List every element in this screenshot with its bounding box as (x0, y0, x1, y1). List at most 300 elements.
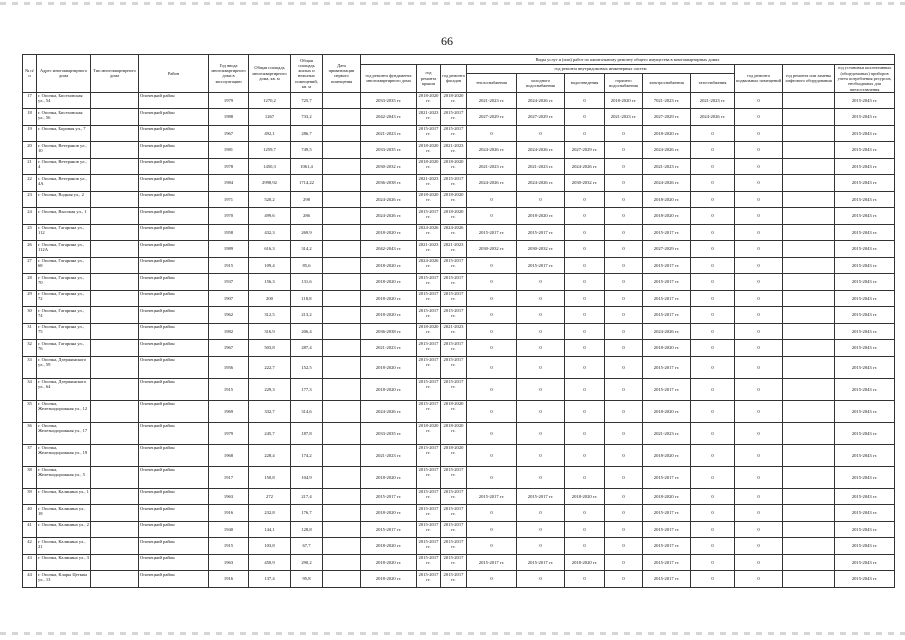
row-basement-year: 0 (735, 158, 783, 175)
row-type (91, 323, 139, 340)
row-electric-year: 2015-2017 гг. (643, 224, 691, 241)
table-row (23, 274, 895, 291)
row-electric-year: 2027-2029 гг. (643, 109, 691, 126)
row-district: Опочецкий район (139, 224, 209, 241)
row-privatization-date (323, 125, 361, 142)
row-total-area: 492,1 (249, 125, 291, 142)
row-electric-year: 2015-2017 гг. (643, 466, 691, 488)
row-facade-year: 2015-2017 гг. (441, 109, 467, 126)
row-cold-water-year: 0 (517, 290, 565, 307)
row-electric-year: 2015-2017 гг. (643, 307, 691, 324)
row-roof-year: 2024-2026 гг. (417, 257, 441, 274)
row-foundation-year: 2033-2035 гг. (361, 142, 417, 159)
row-gas-year: 0 (691, 224, 735, 241)
header-year-built: Год ввода многоквартирного дома в эксплуатацию (209, 55, 249, 93)
row-basement-year: 0 (735, 257, 783, 274)
row-metering-year: 2015-2043 гг. (835, 158, 895, 175)
row-facade-year: 2015-2017 гг. (441, 290, 467, 307)
row-facade-year: 2015-2017 гг. (441, 307, 467, 324)
row-electric-year: 2015-2017 гг. (643, 378, 691, 400)
row-residential-area: 217,4 (291, 488, 323, 505)
row-district: Опочецкий район (139, 257, 209, 274)
row-electric-year: 2018-2020 гг. (643, 488, 691, 505)
row-roof-year: 2015-2017 гг. (417, 125, 441, 142)
row-total-area: 229,3 (249, 378, 291, 400)
row-address: г. Опочка, Ветеранов ул., 10 (37, 142, 91, 159)
row-roof-year: 2015-2017 гг. (417, 488, 441, 505)
row-cold-water-year: 0 (517, 521, 565, 538)
row-elevator-year (783, 554, 835, 571)
row-sewer-year: 0 (565, 444, 605, 466)
table-row (23, 257, 895, 274)
row-elevator-year (783, 356, 835, 378)
row-foundation-year: 2024-2026 гг. (361, 191, 417, 208)
row-residential-area: 187,8 (291, 422, 323, 444)
row-number: 17 (23, 92, 37, 109)
row-total-area: 316,9 (249, 323, 291, 340)
row-metering-year: 2015-2043 гг. (835, 208, 895, 225)
row-privatization-date (323, 400, 361, 422)
row-hot-water-year: 0 (605, 274, 643, 291)
row-gas-year: 0 (691, 400, 735, 422)
row-hot-water-year: 2018-2020 гг. (605, 92, 643, 109)
row-year-built: 1963 (209, 488, 249, 505)
header-total-area: Общая площадь многоквартирного дома, кв. м (249, 55, 291, 93)
row-facade-year: 2015-2017 гг. (441, 274, 467, 291)
row-heat-year: 0 (467, 257, 517, 274)
table-row (23, 422, 895, 444)
row-foundation-year: 2036-2038 гг. (361, 175, 417, 192)
row-basement-year: 0 (735, 488, 783, 505)
row-roof-year: 2015-2017 гг. (417, 208, 441, 225)
row-metering-year: 2015-2043 гг. (835, 175, 895, 192)
row-privatization-date (323, 241, 361, 258)
row-electric-year: 2015-2017 гг. (643, 521, 691, 538)
row-type (91, 191, 139, 208)
row-electric-year: 2018-2020 гг. (643, 444, 691, 466)
row-elevator-year (783, 505, 835, 522)
header-foundation: год ремонта фундамента многоквартирного дома (361, 65, 417, 93)
row-facade-year: 2015-2017 гг. (441, 554, 467, 571)
row-facade-year: 2015-2017 гг. (441, 521, 467, 538)
row-year-built: 1979 (209, 422, 249, 444)
row-address: г. Опочка, Железнодорожная ул., 5 (37, 466, 91, 488)
row-type (91, 466, 139, 488)
row-district: Опочецкий район (139, 378, 209, 400)
row-metering-year: 2015-2043 гг. (835, 142, 895, 159)
row-gas-year: 0 (691, 521, 735, 538)
row-cold-water-year: 0 (517, 466, 565, 488)
row-roof-year: 2015-2017 гг. (417, 378, 441, 400)
row-sewer-year: 0 (565, 521, 605, 538)
row-total-area: 103,8 (249, 538, 291, 555)
row-number: 24 (23, 208, 37, 225)
row-number: 39 (23, 488, 37, 505)
row-district: Опочецкий район (139, 208, 209, 225)
row-foundation-year: 2036-2038 гг. (361, 323, 417, 340)
row-cold-water-year: 2015-2017 гг. (517, 488, 565, 505)
table-row (23, 158, 895, 175)
row-sewer-year: 2027-2029 гг. (565, 142, 605, 159)
row-address: г. Опочка, Гагарина ул., 112А (37, 241, 91, 258)
row-gas-year: 0 (691, 191, 735, 208)
header-elevator: год ремонта или замены лифтового оборудования (783, 65, 835, 93)
row-district: Опочецкий район (139, 241, 209, 258)
row-basement-year: 0 (735, 274, 783, 291)
row-number: 35 (23, 400, 37, 422)
row-year-built: 1937 (209, 274, 249, 291)
row-gas-year: 0 (691, 538, 735, 555)
row-cold-water-year: 0 (517, 307, 565, 324)
row-elevator-year (783, 400, 835, 422)
row-foundation-year: 2015-2017 гг. (361, 488, 417, 505)
table-row (23, 340, 895, 357)
row-total-area: 156,3 (249, 274, 291, 291)
row-electric-year: 2015-2017 гг. (643, 290, 691, 307)
row-basement-year: 0 (735, 109, 783, 126)
row-type (91, 224, 139, 241)
header-gas: газоснабжения (691, 74, 735, 93)
row-number: 31 (23, 323, 37, 340)
row-number: 27 (23, 257, 37, 274)
row-roof-year: 2015-2017 гг. (417, 571, 441, 588)
row-heat-year: 2021-2023 гг. (467, 92, 517, 109)
row-sewer-year: 0 (565, 224, 605, 241)
row-metering-year: 2015-2043 гг. (835, 554, 895, 571)
row-electric-year: 2015-2017 гг. (643, 505, 691, 522)
row-number: 26 (23, 241, 37, 258)
row-gas-year: 0 (691, 422, 735, 444)
row-hot-water-year: 0 (605, 191, 643, 208)
row-residential-area: 1714,22 (291, 175, 323, 192)
row-roof-year: 2021-2023 гг. (417, 175, 441, 192)
row-year-built: 1968 (209, 444, 249, 466)
row-metering-year: 2015-2043 гг. (835, 125, 895, 142)
row-elevator-year (783, 92, 835, 109)
row-electric-year: 7021-2023 гг. (643, 92, 691, 109)
row-roof-year: 2015-2017 гг. (417, 356, 441, 378)
row-total-area: 232,8 (249, 505, 291, 522)
row-sewer-year: 0 (565, 356, 605, 378)
row-roof-year: 2015-2017 гг. (417, 554, 441, 571)
row-privatization-date (323, 109, 361, 126)
row-heat-year: 0 (467, 274, 517, 291)
row-heat-year: 2015-2017 гг. (467, 488, 517, 505)
row-district: Опочецкий район (139, 323, 209, 340)
row-district: Опочецкий район (139, 444, 209, 466)
row-sewer-year: 0 (565, 191, 605, 208)
row-total-area: 272 (249, 488, 291, 505)
row-residential-area: 131,6 (291, 274, 323, 291)
row-number: 21 (23, 158, 37, 175)
table-row (23, 488, 895, 505)
row-roof-year: 2015-2017 гг. (417, 538, 441, 555)
row-foundation-year: 2018-2020 гг. (361, 554, 417, 571)
row-sewer-year: 0 (565, 340, 605, 357)
row-electric-year: 2015-2017 гг. (643, 257, 691, 274)
row-elevator-year (783, 538, 835, 555)
row-cold-water-year: 0 (517, 340, 565, 357)
header-num: № п/п (23, 55, 37, 93)
row-district: Опочецкий район (139, 125, 209, 142)
row-cold-water-year: 2024-2026 гг. (517, 92, 565, 109)
row-year-built: 1962 (209, 307, 249, 324)
row-foundation-year: 2015-2017 гг. (361, 521, 417, 538)
row-total-area: 144,1 (249, 521, 291, 538)
row-residential-area: 286 (291, 208, 323, 225)
row-number: 19 (23, 125, 37, 142)
row-hot-water-year: 0 (605, 257, 643, 274)
row-cold-water-year: 2024-2026 гг. (517, 142, 565, 159)
row-number: 44 (23, 571, 37, 588)
row-heat-year: 0 (467, 340, 517, 357)
row-elevator-year (783, 158, 835, 175)
row-cold-water-year: 2015-2017 гг. (517, 257, 565, 274)
row-hot-water-year: 0 (605, 241, 643, 258)
row-facade-year: 2015-2017 гг. (441, 378, 467, 400)
row-electric-year: 2018-2020 гг. (643, 400, 691, 422)
row-type (91, 422, 139, 444)
row-roof-year: 2015-2017 гг. (417, 290, 441, 307)
row-elevator-year (783, 340, 835, 357)
row-foundation-year: 2018-2020 гг. (361, 290, 417, 307)
table-row (23, 290, 895, 307)
row-foundation-year: 2018-2020 гг. (361, 378, 417, 400)
row-foundation-year: 2021-2023 гг. (361, 444, 417, 466)
row-heat-year: 0 (467, 571, 517, 588)
row-cold-water-year: 0 (517, 400, 565, 422)
row-cold-water-year: 0 (517, 444, 565, 466)
row-number: 33 (23, 356, 37, 378)
row-foundation-year: 2021-2023 гг. (361, 340, 417, 357)
row-gas-year: 0 (691, 158, 735, 175)
row-gas-year: 0 (691, 142, 735, 159)
row-gas-year: 0 (691, 356, 735, 378)
row-address: г. Опочка, Калинина ул., 2 (37, 521, 91, 538)
row-total-area: 2998,92 (249, 175, 291, 192)
row-hot-water-year: 0 (605, 340, 643, 357)
row-hot-water-year: 0 (605, 505, 643, 522)
row-basement-year: 0 (735, 538, 783, 555)
row-metering-year: 2015-2043 гг. (835, 466, 895, 488)
row-heat-year: 0 (467, 125, 517, 142)
row-cold-water-year: 2015-2017 гг. (517, 554, 565, 571)
row-facade-year: 2018-2020 гг. (441, 444, 467, 466)
row-gas-year: 2024-2026 гг. (691, 109, 735, 126)
row-metering-year: 2015-2043 гг. (835, 400, 895, 422)
row-residential-area: 1061,4 (291, 158, 323, 175)
row-year-built: 1917 (209, 466, 249, 488)
row-type (91, 340, 139, 357)
row-gas-year: 2021-2023 гг. (691, 92, 735, 109)
row-district: Опочецкий район (139, 422, 209, 444)
row-type (91, 356, 139, 378)
row-roof-year: 2024-2026 гг. (417, 224, 441, 241)
row-elevator-year (783, 444, 835, 466)
row-residential-area: 174,2 (291, 444, 323, 466)
header-hot-water: горячего водоснабжения (605, 74, 643, 93)
row-sewer-year: 2018-2020 гг. (565, 488, 605, 505)
row-basement-year: 0 (735, 444, 783, 466)
row-residential-area: 298 (291, 191, 323, 208)
row-privatization-date (323, 571, 361, 588)
row-gas-year: 0 (691, 257, 735, 274)
row-hot-water-year: 0 (605, 422, 643, 444)
row-residential-area: 85,6 (291, 257, 323, 274)
row-hot-water-year: 0 (605, 356, 643, 378)
row-basement-year: 0 (735, 224, 783, 241)
row-hot-water-year: 0 (605, 307, 643, 324)
table-row (23, 307, 895, 324)
row-basement-year: 0 (735, 175, 783, 192)
row-foundation-year: 2042-2043 гг. (361, 109, 417, 126)
table-row (23, 241, 895, 258)
row-heat-year: 2015-2017 гг. (467, 224, 517, 241)
row-type (91, 274, 139, 291)
row-total-area: 228,4 (249, 444, 291, 466)
row-facade-year: 2015-2017 гг. (441, 125, 467, 142)
row-sewer-year: 2024-2026 гг. (565, 158, 605, 175)
row-electric-year: 2015-2017 гг. (643, 356, 691, 378)
row-electric-year: 2024-2026 гг. (643, 175, 691, 192)
row-total-area: 222,7 (249, 356, 291, 378)
row-type (91, 241, 139, 258)
row-electric-year: 2015-2017 гг. (643, 571, 691, 588)
row-gas-year: 0 (691, 307, 735, 324)
row-gas-year: 0 (691, 125, 735, 142)
row-cold-water-year: 2027-2029 гг. (517, 109, 565, 126)
row-type (91, 257, 139, 274)
row-roof-year: 2018-2020 гг. (417, 422, 441, 444)
scan-bottom-edge (0, 632, 905, 635)
row-facade-year: 2015-2017 гг. (441, 571, 467, 588)
row-residential-area: 733,2 (291, 109, 323, 126)
row-facade-year: 2021-2023 гг. (441, 142, 467, 159)
row-electric-year: 2015-2017 гг. (643, 274, 691, 291)
row-number: 43 (23, 554, 37, 571)
table-row (23, 125, 895, 142)
row-heat-year: 0 (467, 400, 517, 422)
row-metering-year: 2015-2043 гг. (835, 109, 895, 126)
row-district: Опочецкий район (139, 466, 209, 488)
row-total-area: 1270,2 (249, 92, 291, 109)
row-metering-year: 2015-2043 гг. (835, 505, 895, 522)
row-metering-year: 2015-2043 гг. (835, 323, 895, 340)
row-foundation-year: 2042-2043 гг. (361, 241, 417, 258)
row-address: г. Опочка, Железнодорожная ул., 19 (37, 444, 91, 466)
table-body (23, 92, 895, 587)
table-row (23, 142, 895, 159)
row-address: г. Опочка, Гагарина ул., 74 (37, 307, 91, 324)
row-hot-water-year: 0 (605, 400, 643, 422)
row-privatization-date (323, 92, 361, 109)
row-foundation-year: 2024-2026 гг. (361, 400, 417, 422)
row-year-built: 1970 (209, 208, 249, 225)
row-elevator-year (783, 488, 835, 505)
row-sewer-year: 0 (565, 274, 605, 291)
row-year-built: 1981 (209, 142, 249, 159)
row-address: г. Опочка, Калинина ул., 18 (37, 505, 91, 522)
header-address: Адрес многоквартирного дома (37, 55, 91, 93)
row-address: г. Опочка, Бисеховская ул., 56 (37, 109, 91, 126)
row-address: г. Опочка, Гагарина ул., 75 (37, 323, 91, 340)
row-basement-year: 0 (735, 505, 783, 522)
row-elevator-year (783, 378, 835, 400)
row-sewer-year: 0 (565, 241, 605, 258)
row-hot-water-year: 0 (605, 521, 643, 538)
row-hot-water-year: 0 (605, 554, 643, 571)
row-metering-year: 2015-2043 гг. (835, 224, 895, 241)
row-gas-year: 0 (691, 378, 735, 400)
row-metering-year: 2015-2043 гг. (835, 241, 895, 258)
row-facade-year: 2018-2020 гг. (441, 208, 467, 225)
row-foundation-year: 2018-2020 гг. (361, 356, 417, 378)
row-type (91, 554, 139, 571)
row-year-built: 1982 (209, 323, 249, 340)
row-district: Опочецкий район (139, 521, 209, 538)
row-address: г. Опочка, Калинина ул., 1 (37, 488, 91, 505)
row-facade-year: 2015-2017 гг. (441, 340, 467, 357)
row-roof-year: 2015-2017 гг. (417, 274, 441, 291)
table-row (23, 356, 895, 378)
row-privatization-date (323, 356, 361, 378)
row-residential-area: 176,7 (291, 505, 323, 522)
row-gas-year: 0 (691, 340, 735, 357)
row-metering-year: 2015-2043 гг. (835, 92, 895, 109)
row-basement-year: 0 (735, 466, 783, 488)
row-basement-year: 0 (735, 356, 783, 378)
row-residential-area: 725,7 (291, 92, 323, 109)
row-residential-area: 287,4 (291, 340, 323, 357)
row-metering-year: 2015-2043 гг. (835, 356, 895, 378)
row-privatization-date (323, 466, 361, 488)
row-year-built: 1915 (209, 257, 249, 274)
row-basement-year: 0 (735, 323, 783, 340)
row-residential-area: 290,2 (291, 554, 323, 571)
row-year-built: 1967 (209, 125, 249, 142)
row-total-area: 503,8 (249, 340, 291, 357)
row-roof-year: 2015-2017 гг. (417, 466, 441, 488)
row-elevator-year (783, 125, 835, 142)
row-basement-year: 0 (735, 290, 783, 307)
row-year-built: 1915 (209, 378, 249, 400)
row-privatization-date (323, 208, 361, 225)
row-total-area: 332,7 (249, 400, 291, 422)
row-total-area: 520,2 (249, 191, 291, 208)
row-type (91, 142, 139, 159)
header-basement: год ремонта подвальных помещений (735, 65, 783, 93)
row-sewer-year: 2030-2032 гг. (565, 175, 605, 192)
row-type (91, 538, 139, 555)
row-elevator-year (783, 241, 835, 258)
row-number: 18 (23, 109, 37, 126)
row-number: 23 (23, 191, 37, 208)
row-facade-year: 2015-2017 гг. (441, 488, 467, 505)
row-privatization-date (323, 257, 361, 274)
row-residential-area: 104,9 (291, 466, 323, 488)
row-residential-area: 206,4 (291, 323, 323, 340)
row-cold-water-year: 2030-2032 гг. (517, 241, 565, 258)
row-total-area: 245,7 (249, 422, 291, 444)
row-elevator-year (783, 257, 835, 274)
row-residential-area: 128,8 (291, 521, 323, 538)
row-sewer-year: 0 (565, 307, 605, 324)
row-basement-year: 0 (735, 378, 783, 400)
row-basement-year: 0 (735, 554, 783, 571)
row-year-built: 1979 (209, 92, 249, 109)
row-foundation-year: 2018-2020 гг. (361, 571, 417, 588)
row-roof-year: 2018-2020 гг. (417, 191, 441, 208)
